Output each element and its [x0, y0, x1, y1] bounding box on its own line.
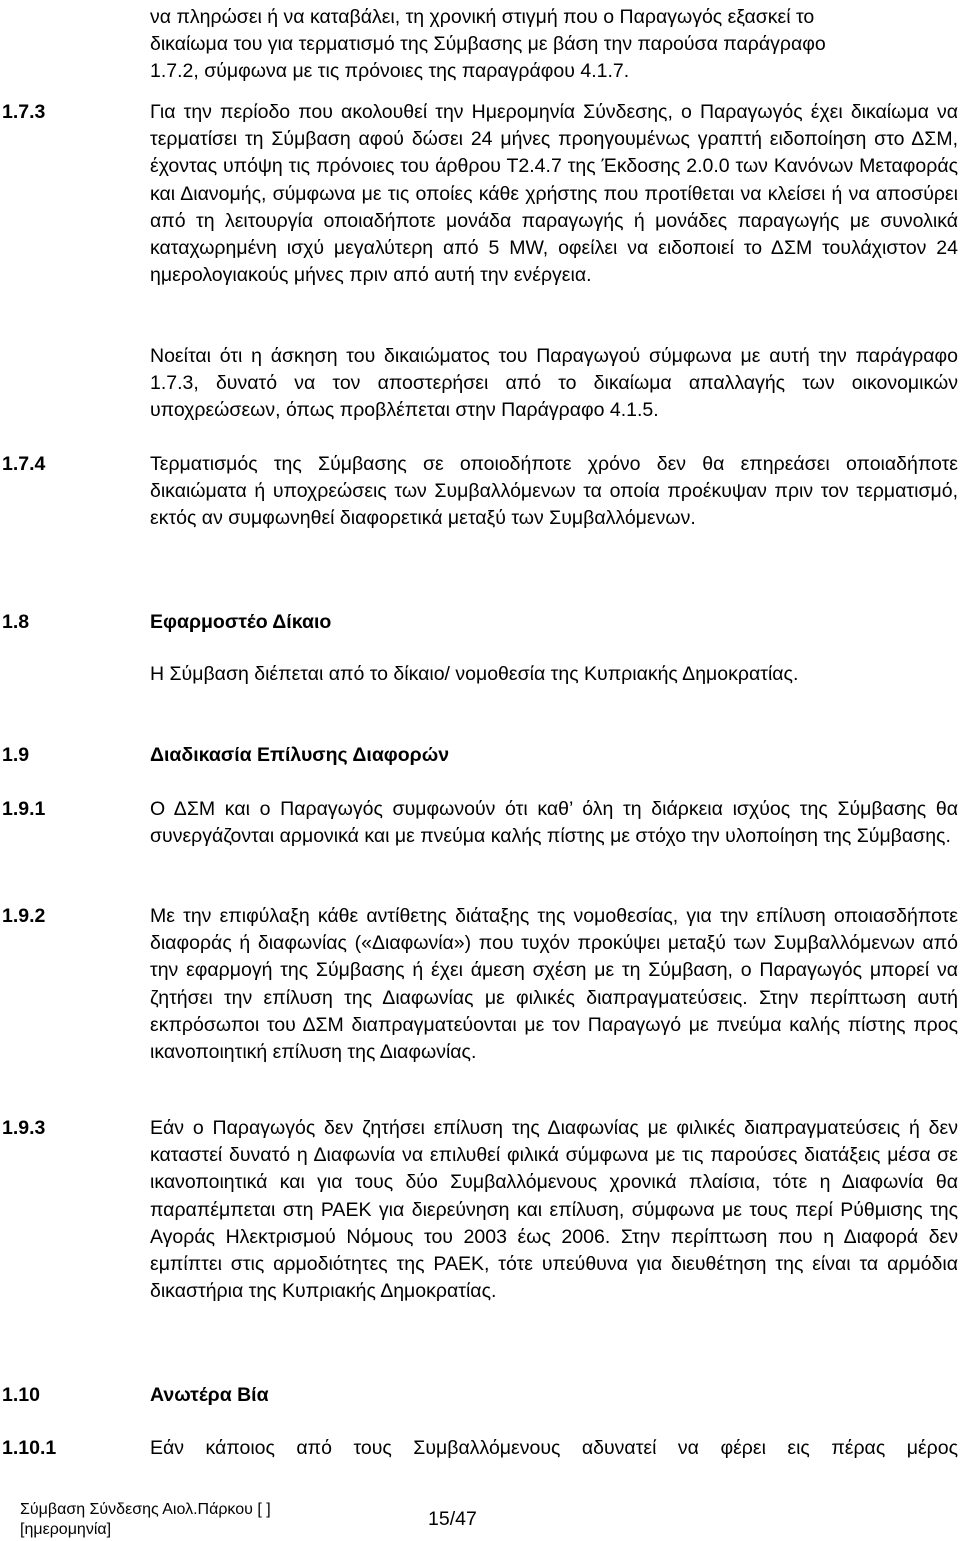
section-number-1-9-2: 1.9.2 [2, 905, 46, 927]
section-text-1-10-1: Εάν κάποιος από τους Συμβαλλόμενους αδυνατεί να φέρει εις πέρας μέρος [150, 1437, 958, 1459]
section-number-1-9-1: 1.9.1 [2, 798, 46, 820]
section-title-1-8: Εφαρμοστέο Δίκαιο [150, 611, 332, 633]
section-number-1-10-1: 1.10.1 [2, 1437, 57, 1459]
section-text-1-9-1: Ο ΔΣΜ και ο Παραγωγός συμφωνούν ότι καθ’ όλη τη διάρκεια ισχύος της Σύμβασης θα συνεργάζονται αρμονικά και με πνεύμα καλής πίστης με στόχο την υλοποίηση της Σύμβασης. [150, 798, 958, 848]
section-text-1-8: Η Σύμβαση διέπεται από το δίκαιο/ νομοθεσία της Κυπριακής Δημοκρατίας. [150, 663, 799, 685]
section-text-1-7-4: Τερματισμός της Σύμβασης σε οποιοδήποτε χρόνο δεν θα επηρεάσει οποιαδήποτε δικαιώματα ή υποχρεώσεις των Συμβαλλόμενων τα οποία προέκυψαν πριν τον τερματισμό, εκτός αν συμφωνηθεί διαφορετικά μεταξύ των Συμβαλλόμενων. [150, 453, 958, 530]
section-number-1-7-4: 1.7.4 [2, 453, 46, 475]
section-note-1-7-3: Νοείται ότι η άσκηση του δικαιώματος του Παραγωγού σύμφωνα με αυτή την παράγραφο 1.7.3, δυνατό να τον αποστερήσει από το δικαίωμα απαλλαγής των οικονομικών υποχρεώσεων, όπως προβλέπεται στην Παράγραφο 4.1.5. [150, 345, 958, 422]
section-number-1-10: 1.10 [2, 1384, 40, 1406]
section-text-1-9-2: Με την επιφύλαξη κάθε αντίθετης διάταξης της νομοθεσίας, για την επίλυση οποιασδήποτε διαφοράς ή διαφωνίας («Διαφωνία») που τυχόν προκύψει μεταξύ των Συμβαλλόμενων από την εφαρμογή της Σύμβασης ή έχει άμεση σχέση με τη Σύμβαση, ο Παραγωγός μπορεί να ζητήσει την επίλυση της Διαφωνίας με φιλικές διαπραγματεύσεις. Στην περίπτωση αυτή εκπρόσωποι του ΔΣΜ διαπραγματεύονται με τον Παραγωγό με πνεύμα καλής πίστης προς ικανοποιητική επίλυση της Διαφωνίας. [150, 905, 958, 1064]
intro-paragraph: να πληρώσει ή να καταβάλει, τη χρονική στιγμή που ο Παραγωγός εξασκεί το δικαίωμα του για τερματισμό της Σύμβασης με βάση την παρούσα παράγραφο 1.7.2, σύμφωνα με τις πρόνοιες της παραγράφου 4.1.7. [150, 6, 826, 83]
section-title-1-9: Διαδικασία Επίλυσης Διαφορών [150, 744, 450, 766]
section-number-1-8: 1.8 [2, 611, 30, 633]
section-text-1-9-3: Εάν ο Παραγωγός δεν ζητήσει επίλυση της Διαφωνίας με φιλικές διαπραγματεύσεις ή δεν καταστεί δυνατό η Διαφωνία να επιλυθεί φιλικά σύμφωνα με τις παρούσες διατάξεις μέσα σε ικανοποιητικά και για τους δύο Συμβαλλόμενους χρονικά πλαίσια, τότε η Διαφωνία θα παραπέμπεται στη ΡΑΕΚ για διερεύνηση και επίλυση, σύμφωνα με τους περί Ρύθμισης της Αγοράς Ηλεκτρισμού Νόμους του 2003 έως 2006. Στην περίπτωση που η Διαφορά δεν εμπίπτει στις αρμοδιότητες της ΡΑΕΚ, τότε υπεύθυνα για διευθέτηση της είναι τα αρμόδια δικαστήρια της Κυπριακής Δημοκρατίας. [150, 1117, 958, 1303]
section-number-1-9-3: 1.9.3 [2, 1117, 46, 1139]
section-title-1-10: Ανωτέρα Βία [150, 1384, 269, 1406]
footer-document-label: Σύμβαση Σύνδεσης Αιολ.Πάρκου [ ] [ημερομηνία] [20, 1501, 271, 1538]
footer-page-number: 15/47 [428, 1508, 477, 1530]
section-number-1-7-3: 1.7.3 [2, 101, 46, 123]
section-text-1-7-3: Για την περίοδο που ακολουθεί την Ημερομηνία Σύνδεσης, ο Παραγωγός έχει δικαίωμα να τερματίσει τη Σύμβαση αφού δώσει 24 μήνες προηγουμένως γραπτή ειδοποίηση στο ΔΣΜ, έχοντας υπόψη τις πρόνοιες του άρθρου Τ2.4.7 της Έκδοσης 2.0.0 των Κανόνων Μεταφοράς και Διανομής, σύμφωνα με τις οποίες κάθε χρήστης που προτίθεται να κλείσει ή να αποσύρει από τη λειτουργία οποιαδήποτε μονάδα παραγωγής ή μονάδες παραγωγής με συνολικά καταχωρημένη ισχύ μεγαλύτερη από 5 MW, οφείλει να ειδοποιεί το ΔΣΜ τουλάχιστον 24 ημερολογιακούς μήνες πριν από αυτή την ενέργεια. [150, 101, 958, 287]
section-number-1-9: 1.9 [2, 744, 30, 766]
